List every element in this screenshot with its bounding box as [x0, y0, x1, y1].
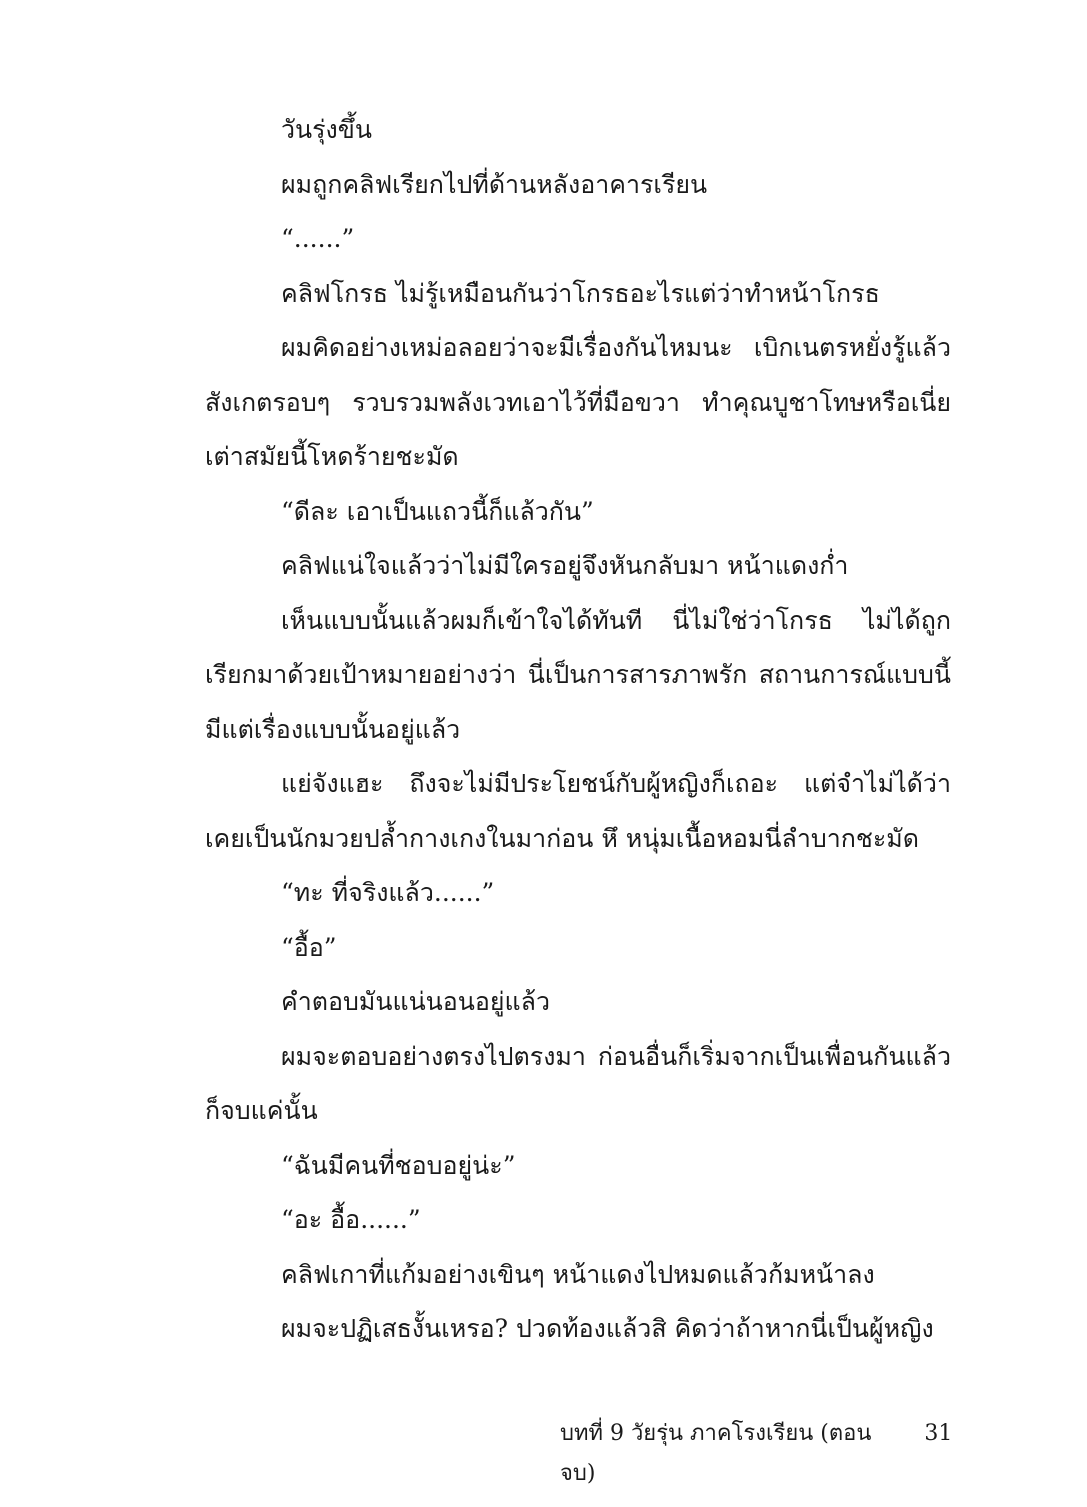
paragraph: ผมจะตอบอย่างตรงไปตรงมา ก่อนอื่นก็เริ่มจากเป็นเพื่อนกันแล้วก็จบแค่นั้น — [205, 1041, 951, 1125]
paragraph: คลิฟแน่ใจแล้วว่าไม่มีใครอยู่จึงหันกลับมา หน้าแดงก่ำ — [281, 551, 849, 580]
paragraph: ผมจะปฏิเสธงั้นเหรอ? ปวดท้องแล้วสิ คิดว่าถ้าหากนี่เป็นผู้หญิง — [281, 1314, 934, 1343]
chapter-body-text — [205, 103, 951, 1357]
running-footer-chapter-title: บทที่ 9 วัยรุ่น ภาคโรงเรียน (ตอนจบ) — [560, 1421, 872, 1486]
paragraph: เห็นแบบนั้นแล้วผมก็เข้าใจได้ทันที นี่ไม่ใช่ว่าโกรธ ไม่ได้ถูกเรียกมาด้วยเป้าหมายอย่างว่า นี่เป็นการสารภาพรัก สถานการณ์แบบนี้มีแต่เรื่องแบบนั้นอยู่แล้ว — [205, 605, 951, 744]
paragraph: “ดีละ เอาเป็นแถวนี้ก็แล้วกัน” — [281, 496, 594, 526]
paragraph: ผมถูกคลิฟเรียกไปที่ด้านหลังอาคารเรียน — [281, 169, 708, 199]
page-number: 31 — [924, 1421, 953, 1446]
paragraph: “อื้อ” — [281, 932, 337, 962]
paragraph: คลิฟเกาที่แก้มอย่างเขินๆ หน้าแดงไปหมดแล้วก้มหน้าลง — [281, 1259, 875, 1289]
paragraph: แย่จังแฮะ ถึงจะไม่มีประโยชน์กับผู้หญิงก็เถอะ แต่จำไม่ได้ว่าเคยเป็นนักมวยปล้ำกางเกงในมาก่อน หึ หนุ่มเนื้อหอมนี่ลำบากชะมัด — [205, 769, 951, 853]
paragraph: “......” — [281, 224, 355, 253]
paragraph: คำตอบมันแน่นอนอยู่แล้ว — [281, 987, 550, 1016]
paragraph: “ฉันมีคนที่ชอบอยู่น่ะ” — [281, 1150, 516, 1180]
paragraph: “อะ อื้อ......” — [281, 1205, 421, 1234]
paragraph: คลิฟโกรธ ไม่รู้เหมือนกันว่าโกรธอะไรแต่ว่าทำหน้าโกรธ — [281, 278, 880, 308]
paragraph: วันรุ่งขึ้น — [281, 115, 372, 144]
paragraph: “ทะ ที่จริงแล้ว......” — [281, 878, 495, 907]
page-footer — [560, 1414, 953, 1486]
paragraph: ผมคิดอย่างเหม่อลอยว่าจะมีเรื่องกันไหมนะ เบิกเนตรหยั่งรู้แล้วสังเกตรอบๆ รวบรวมพลังเวทเอาไว้ที่มือขวา ทำคุณบูชาโทษหรือเนี่ย เต่าสมัยนี้โหดร้ายชะมัด — [205, 333, 951, 471]
